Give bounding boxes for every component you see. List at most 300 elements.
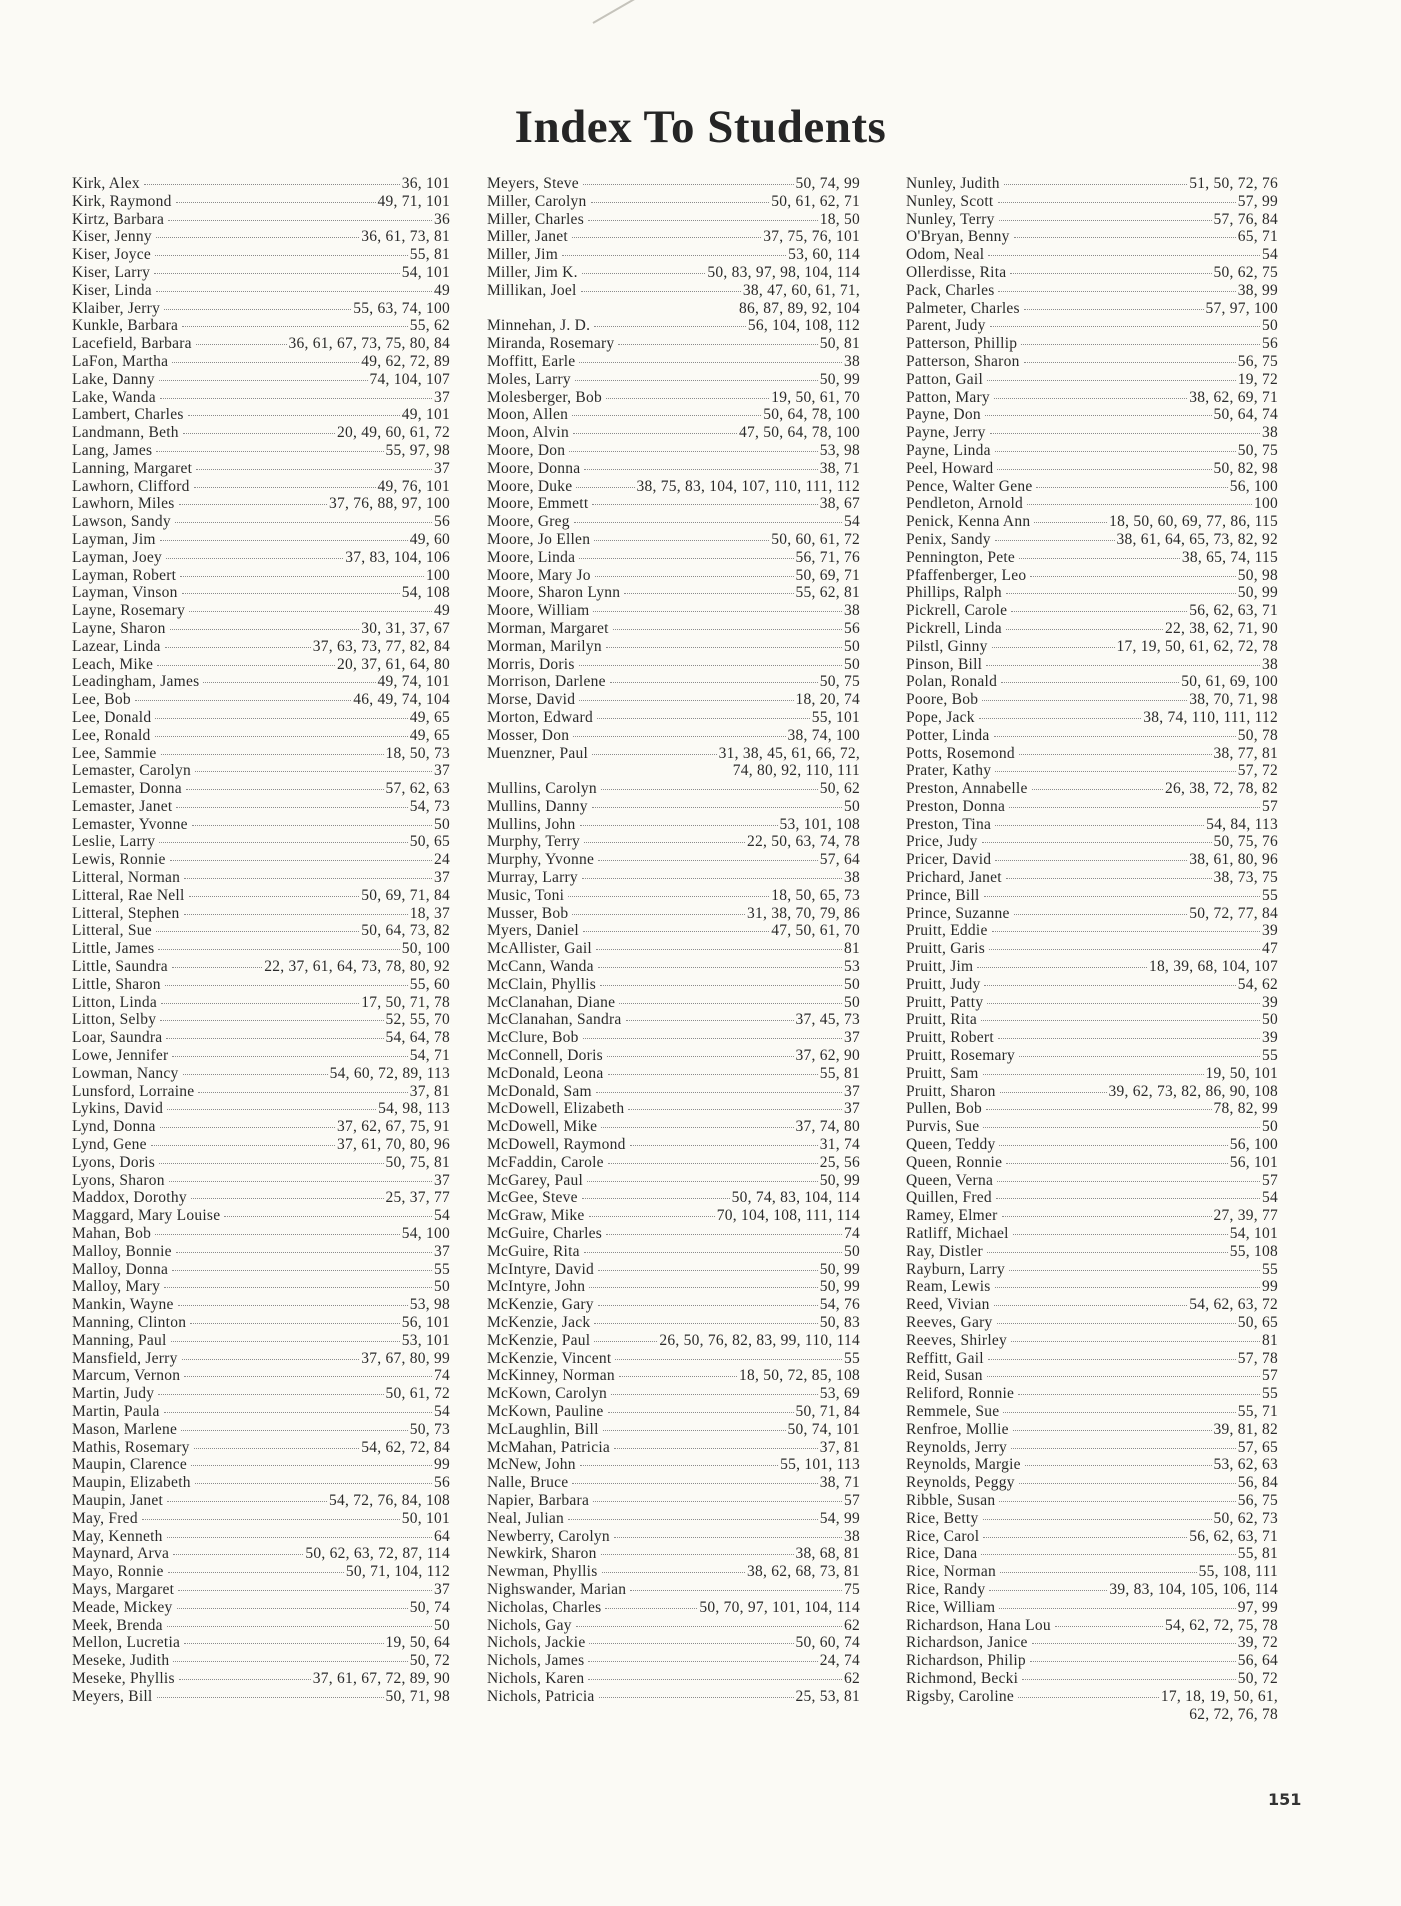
index-entry xyxy=(906,175,1278,193)
index-entry xyxy=(906,495,1278,513)
page-references: 53, 98 xyxy=(819,441,860,459)
index-entry xyxy=(487,1154,860,1172)
dot-leader xyxy=(172,967,262,968)
student-name: Rayburn, Larry xyxy=(906,1260,1006,1278)
index-entry xyxy=(487,1332,860,1350)
page-references: 38, 62, 68, 73, 81 xyxy=(747,1563,860,1581)
page-references: 22, 38, 62, 71, 90 xyxy=(1165,619,1278,637)
index-entry xyxy=(72,371,450,389)
index-entry xyxy=(906,851,1278,869)
index-entry xyxy=(72,1154,450,1172)
page-references: 55, 101 xyxy=(811,708,860,726)
dot-leader xyxy=(591,202,770,203)
student-name: Potter, Linda xyxy=(906,726,990,744)
dot-leader xyxy=(999,1501,1235,1502)
dot-leader xyxy=(177,1608,408,1609)
dot-leader xyxy=(986,665,1260,666)
index-entry xyxy=(72,1261,450,1279)
student-name: Moore, Sharon Lynn xyxy=(487,584,621,602)
page-references: 38, 75, 83, 104, 107, 110, 111, 112 xyxy=(636,477,860,495)
student-name: Miller, Charles xyxy=(487,210,584,228)
index-entry xyxy=(906,1065,1278,1083)
index-entry xyxy=(487,1634,860,1652)
index-entry xyxy=(906,549,1278,567)
dot-leader xyxy=(172,362,359,363)
student-name: Pruitt, Robert xyxy=(906,1029,994,1047)
index-entry xyxy=(487,1367,860,1385)
student-name: O'Bryan, Benny xyxy=(906,228,1010,246)
index-column-1 xyxy=(72,175,450,1706)
index-entry xyxy=(487,1083,860,1101)
dot-leader xyxy=(142,1519,400,1520)
index-entry xyxy=(487,1599,860,1617)
index-entry xyxy=(906,762,1278,780)
dot-leader xyxy=(582,273,706,274)
dot-leader xyxy=(995,1287,1260,1288)
student-name: Lee, Donald xyxy=(72,708,152,726)
student-name: Meyers, Steve xyxy=(487,175,579,192)
student-name: Litteral, Stephen xyxy=(72,904,180,922)
index-entry xyxy=(487,673,860,691)
student-name: Pilstl, Ginny xyxy=(906,637,988,655)
dot-leader xyxy=(589,1287,818,1288)
dot-leader xyxy=(584,1252,842,1253)
page-references: 38, 73, 75 xyxy=(1213,869,1278,887)
page-references: 18, 20, 74 xyxy=(795,691,860,709)
index-entry xyxy=(72,780,450,798)
index-entry xyxy=(906,976,1278,994)
student-name: Mayo, Ronnie xyxy=(72,1563,164,1581)
index-entry xyxy=(906,406,1278,424)
page-references: 31, 38, 45, 61, 66, 72, xyxy=(718,744,860,762)
student-name: Lee, Bob xyxy=(72,691,131,709)
student-name: Kiser, Jenny xyxy=(72,228,152,246)
student-name: Lemaster, Yvonne xyxy=(72,815,188,833)
student-name: Quillen, Fred xyxy=(906,1189,992,1207)
dot-leader xyxy=(607,1056,794,1057)
dot-leader xyxy=(166,1038,383,1039)
page-references: 54, 73 xyxy=(409,797,450,815)
page-references: 18, 50, 60, 69, 77, 86, 115 xyxy=(1109,513,1278,531)
dot-leader xyxy=(164,1287,432,1288)
student-name: McNew, John xyxy=(487,1456,576,1474)
page-references: 56 xyxy=(434,1474,450,1492)
dot-leader xyxy=(598,860,818,861)
student-name: Reynolds, Peggy xyxy=(906,1474,1015,1492)
dot-leader xyxy=(196,344,287,345)
dot-leader xyxy=(575,380,818,381)
student-name: Moore, Emmett xyxy=(487,495,589,513)
index-entry xyxy=(906,264,1278,282)
student-name: May, Kenneth xyxy=(72,1527,163,1545)
index-entry xyxy=(487,1528,860,1546)
dot-leader xyxy=(1009,807,1260,808)
dot-leader xyxy=(135,700,351,701)
page-references: 56, 84 xyxy=(1237,1474,1278,1492)
index-entry xyxy=(487,389,860,407)
page-references: 38, 61, 80, 96 xyxy=(1189,851,1278,869)
dot-leader xyxy=(1055,1626,1163,1627)
dot-leader xyxy=(999,1145,1227,1146)
dot-leader xyxy=(995,451,1236,452)
index-entry xyxy=(906,567,1278,585)
page-references: 50, 74, 101 xyxy=(787,1420,860,1438)
dot-leader xyxy=(170,860,432,861)
index-entry xyxy=(72,335,450,353)
dot-leader xyxy=(619,1376,737,1377)
dot-leader xyxy=(608,1163,818,1164)
index-entry xyxy=(487,1011,860,1029)
dot-leader xyxy=(995,771,1235,772)
page-references: 62 xyxy=(844,1669,860,1687)
dot-leader xyxy=(157,1697,384,1698)
index-entry xyxy=(487,1047,860,1065)
student-name: McKenzie, Vincent xyxy=(487,1349,612,1367)
page-references: 81 xyxy=(1262,1331,1278,1349)
page-references: 50, 64, 73, 82 xyxy=(361,922,450,940)
student-name: Prater, Kathy xyxy=(906,762,992,780)
student-name: Meseke, Phyllis xyxy=(72,1669,175,1687)
page-references: 56, 101 xyxy=(1229,1153,1278,1171)
dot-leader xyxy=(611,1394,818,1395)
page-references: 55, 71 xyxy=(1237,1402,1278,1420)
page-references: 55, 108 xyxy=(1229,1242,1278,1260)
index-entry xyxy=(487,1581,860,1599)
page-references: 37, 81 xyxy=(409,1082,450,1100)
index-entry xyxy=(72,389,450,407)
student-name: Prince, Bill xyxy=(906,886,980,904)
index-entry xyxy=(487,317,860,335)
page-references: 54, 62, 72, 84 xyxy=(361,1438,450,1456)
student-name: Pope, Jack xyxy=(906,708,975,726)
index-entry xyxy=(906,211,1278,229)
page-references-continued: 86, 87, 89, 92, 104 xyxy=(739,299,860,317)
student-name: Nichols, Jackie xyxy=(487,1634,586,1652)
dot-leader xyxy=(592,807,842,808)
page-references: 37 xyxy=(844,1082,860,1100)
index-entry xyxy=(487,478,860,496)
index-entry xyxy=(72,1296,450,1314)
student-name: Nichols, Karen xyxy=(487,1669,585,1687)
page-references: 57 xyxy=(1262,1171,1278,1189)
index-entry xyxy=(72,584,450,602)
page-references: 54, 99 xyxy=(819,1509,860,1527)
dot-leader xyxy=(1006,629,1163,630)
page-references: 37, 76, 88, 97, 100 xyxy=(329,495,450,513)
dot-leader xyxy=(167,1501,327,1502)
page-references: 36 xyxy=(434,210,450,228)
student-name: Nunley, Judith xyxy=(906,175,1000,192)
index-entry xyxy=(487,833,860,851)
dot-leader xyxy=(191,1465,432,1466)
page-references: 74 xyxy=(844,1225,860,1243)
index-entry xyxy=(906,833,1278,851)
index-entry xyxy=(72,869,450,887)
dot-leader xyxy=(178,1590,432,1591)
student-name: Myers, Daniel xyxy=(487,922,579,940)
dot-leader xyxy=(583,184,794,185)
dot-leader xyxy=(597,718,810,719)
page-references: 37 xyxy=(844,1100,860,1118)
index-entry xyxy=(72,727,450,745)
index-entry xyxy=(906,1296,1278,1314)
index-entry xyxy=(72,1100,450,1118)
index-entry xyxy=(906,1439,1278,1457)
page-references: 47, 50, 61, 70 xyxy=(771,922,860,940)
dot-leader xyxy=(977,967,1147,968)
dot-leader xyxy=(1032,789,1163,790)
page-references: 100 xyxy=(1254,495,1278,513)
page-references: 56, 104, 108, 112 xyxy=(747,317,860,335)
index-entry xyxy=(72,211,450,229)
dot-leader xyxy=(184,878,432,879)
student-name: May, Fred xyxy=(72,1509,138,1527)
index-entry xyxy=(906,228,1278,246)
index-entry xyxy=(487,513,860,531)
index-entry xyxy=(72,1563,450,1581)
page-references: 50, 60, 61, 72 xyxy=(771,530,860,548)
page-references: 50, 75, 81 xyxy=(385,1153,450,1171)
page-references: 24 xyxy=(434,851,450,869)
student-name: Moles, Larry xyxy=(487,370,571,388)
index-entry xyxy=(72,1581,450,1599)
dot-leader xyxy=(982,842,1212,843)
index-entry xyxy=(906,1492,1278,1510)
student-name: Mullins, Danny xyxy=(487,797,588,815)
index-entry xyxy=(906,656,1278,674)
page-references: 53, 101, 108 xyxy=(779,815,860,833)
page-references: 50, 99 xyxy=(1237,584,1278,602)
index-entry xyxy=(72,1136,450,1154)
student-name: Martin, Paula xyxy=(72,1402,160,1420)
page-references: 50, 61, 69, 100 xyxy=(1181,673,1278,691)
student-name: Lynd, Donna xyxy=(72,1118,156,1136)
index-entry xyxy=(72,1474,450,1492)
dot-leader xyxy=(172,1056,407,1057)
student-name: McIntyre, David xyxy=(487,1260,595,1278)
dot-leader xyxy=(169,1181,432,1182)
page-references: 65, 71 xyxy=(1237,228,1278,246)
student-name: McKown, Pauline xyxy=(487,1402,604,1420)
index-entry xyxy=(487,922,860,940)
dot-leader xyxy=(576,487,634,488)
student-name: Ray, Distler xyxy=(906,1242,983,1260)
index-entry xyxy=(72,691,450,709)
index-entry xyxy=(72,495,450,513)
index-entry xyxy=(72,1528,450,1546)
index-entry xyxy=(487,1118,860,1136)
page-references: 36, 61, 67, 73, 75, 80, 84 xyxy=(288,335,450,353)
page-references: 54, 62 xyxy=(1237,975,1278,993)
dot-leader xyxy=(592,754,717,755)
index-entry xyxy=(487,620,860,638)
page-references: 17, 19, 50, 61, 62, 72, 78 xyxy=(1116,637,1278,655)
dot-leader xyxy=(160,1020,383,1021)
index-entry xyxy=(906,1403,1278,1421)
dot-leader xyxy=(580,825,778,826)
page-references: 55 xyxy=(1262,886,1278,904)
dot-leader xyxy=(1019,558,1180,559)
dot-leader xyxy=(606,1234,842,1235)
student-name: Maggard, Mary Louise xyxy=(72,1207,221,1225)
index-entry xyxy=(487,406,860,424)
page-references: 20, 37, 61, 64, 80 xyxy=(337,655,450,673)
dot-leader xyxy=(614,1537,842,1538)
dot-leader xyxy=(618,344,817,345)
page-references: 57, 78 xyxy=(1237,1349,1278,1367)
student-name: Kunkle, Barbara xyxy=(72,317,179,335)
student-name: Malloy, Mary xyxy=(72,1278,161,1296)
student-name: Kiser, Larry xyxy=(72,263,151,281)
student-name: Pruitt, Sharon xyxy=(906,1082,996,1100)
index-entry xyxy=(72,567,450,585)
page-references: 53, 62, 63 xyxy=(1213,1456,1278,1474)
index-entry xyxy=(487,175,860,193)
dot-leader xyxy=(988,255,1260,256)
page-references: 38 xyxy=(1262,424,1278,442)
index-entry xyxy=(906,389,1278,407)
page-references: 55, 81 xyxy=(409,246,450,264)
student-name: Murphy, Terry xyxy=(487,833,580,851)
index-entry xyxy=(906,994,1278,1012)
student-name: Litteral, Norman xyxy=(72,869,181,887)
page-references: 55 xyxy=(434,1260,450,1278)
page-references: 49, 65 xyxy=(409,726,450,744)
student-name: Preston, Annabelle xyxy=(906,780,1028,798)
dot-leader xyxy=(601,1554,794,1555)
student-name: Ratliff, Michael xyxy=(906,1225,1009,1243)
page-references: 38, 67 xyxy=(819,495,860,513)
index-entry xyxy=(487,1243,860,1261)
index-entry xyxy=(72,1492,450,1510)
page-references: 100 xyxy=(426,566,450,584)
page-references: 37, 62, 90 xyxy=(795,1047,860,1065)
student-name: Pinson, Bill xyxy=(906,655,983,673)
student-name: Malloy, Donna xyxy=(72,1260,169,1278)
dot-leader xyxy=(998,202,1236,203)
page-references: 54, 100 xyxy=(401,1225,450,1243)
dot-leader xyxy=(160,540,408,541)
index-entry xyxy=(72,353,450,371)
page-references: 46, 49, 74, 104 xyxy=(353,691,450,709)
index-entry xyxy=(72,1278,450,1296)
page-references: 54, 71 xyxy=(409,1047,450,1065)
dot-leader xyxy=(184,1376,432,1377)
page-references: 57, 64 xyxy=(819,851,860,869)
dot-leader xyxy=(579,700,793,701)
page-references: 55 xyxy=(1262,1260,1278,1278)
page-references: 38 xyxy=(844,869,860,887)
dot-leader xyxy=(608,1074,818,1075)
index-entry xyxy=(906,1599,1278,1617)
student-name: Payne, Don xyxy=(906,406,981,424)
student-name: Morman, Margaret xyxy=(487,619,609,637)
student-name: Meade, Mickey xyxy=(72,1598,173,1616)
dot-leader xyxy=(1034,522,1107,523)
index-entry xyxy=(487,584,860,602)
index-entry xyxy=(906,300,1278,318)
student-name: LaFon, Martha xyxy=(72,352,169,370)
page-references: 37 xyxy=(434,1580,450,1598)
dot-leader xyxy=(588,1661,817,1662)
student-name: Lawhorn, Clifford xyxy=(72,477,190,495)
page-references: 56, 101 xyxy=(401,1314,450,1331)
dot-leader xyxy=(175,522,432,523)
student-name: Layne, Rosemary xyxy=(72,602,186,620)
page-references: 50, 98 xyxy=(1237,566,1278,584)
student-name: Lynd, Gene xyxy=(72,1136,147,1154)
page-references: 31, 38, 70, 79, 86 xyxy=(747,904,860,922)
index-entry xyxy=(487,887,860,905)
student-name: Lang, James xyxy=(72,441,153,459)
index-entry xyxy=(72,1207,450,1225)
index-entry xyxy=(906,1545,1278,1563)
index-entry xyxy=(487,798,860,816)
dot-leader xyxy=(188,415,400,416)
page-references: 57, 97, 100 xyxy=(1205,299,1278,317)
student-name: Queen, Teddy xyxy=(906,1136,996,1154)
student-name: Layman, Jim xyxy=(72,530,156,548)
index-entry xyxy=(906,1367,1278,1385)
page-references: 38, 70, 71, 98 xyxy=(1189,691,1278,709)
page-references: 36, 101 xyxy=(401,175,450,192)
dot-leader xyxy=(624,593,793,594)
student-name: Richardson, Philip xyxy=(906,1652,1026,1670)
student-name: Miller, Janet xyxy=(487,228,568,246)
dot-leader xyxy=(165,985,408,986)
student-name: Lemaster, Janet xyxy=(72,797,173,815)
page-title: Index To Students xyxy=(514,101,887,153)
student-name: Pruitt, Sam xyxy=(906,1064,979,1082)
student-name: Mosser, Don xyxy=(487,726,570,744)
student-name: Price, Judy xyxy=(906,833,978,851)
student-name: Potts, Rosemond xyxy=(906,744,1015,762)
student-name: Pence, Walter Gene xyxy=(906,477,1033,495)
dot-leader xyxy=(992,931,1260,932)
index-entry xyxy=(906,940,1278,958)
page-references: 37, 45, 73 xyxy=(795,1011,860,1029)
dot-leader xyxy=(195,771,432,772)
dot-leader xyxy=(594,1323,817,1324)
index-entry xyxy=(487,531,860,549)
dot-leader xyxy=(998,1038,1260,1039)
index-entry xyxy=(906,1136,1278,1154)
index-entry xyxy=(487,905,860,923)
page-references: 55, 60 xyxy=(409,975,450,993)
index-entry xyxy=(487,1403,860,1421)
index-entry xyxy=(906,1332,1278,1350)
student-name: Nunley, Scott xyxy=(906,192,994,210)
dot-leader xyxy=(583,1038,842,1039)
dot-leader xyxy=(983,1127,1260,1128)
index-entry xyxy=(906,673,1278,691)
page-references: 99 xyxy=(1262,1278,1278,1296)
index-entry xyxy=(906,584,1278,602)
student-name: Reed, Vivian xyxy=(906,1296,990,1314)
index-entry xyxy=(72,1172,450,1190)
index-entry xyxy=(906,869,1278,887)
student-name: Layne, Sharon xyxy=(72,619,166,637)
index-entry xyxy=(906,1278,1278,1296)
index-entry xyxy=(72,193,450,211)
student-name: Lazear, Linda xyxy=(72,637,161,655)
dot-leader xyxy=(159,842,407,843)
index-entry xyxy=(72,1421,450,1439)
student-name: Meyers, Bill xyxy=(72,1687,153,1705)
page-references: 75 xyxy=(844,1580,860,1598)
dot-leader xyxy=(619,1003,842,1004)
index-entry xyxy=(72,1599,450,1617)
